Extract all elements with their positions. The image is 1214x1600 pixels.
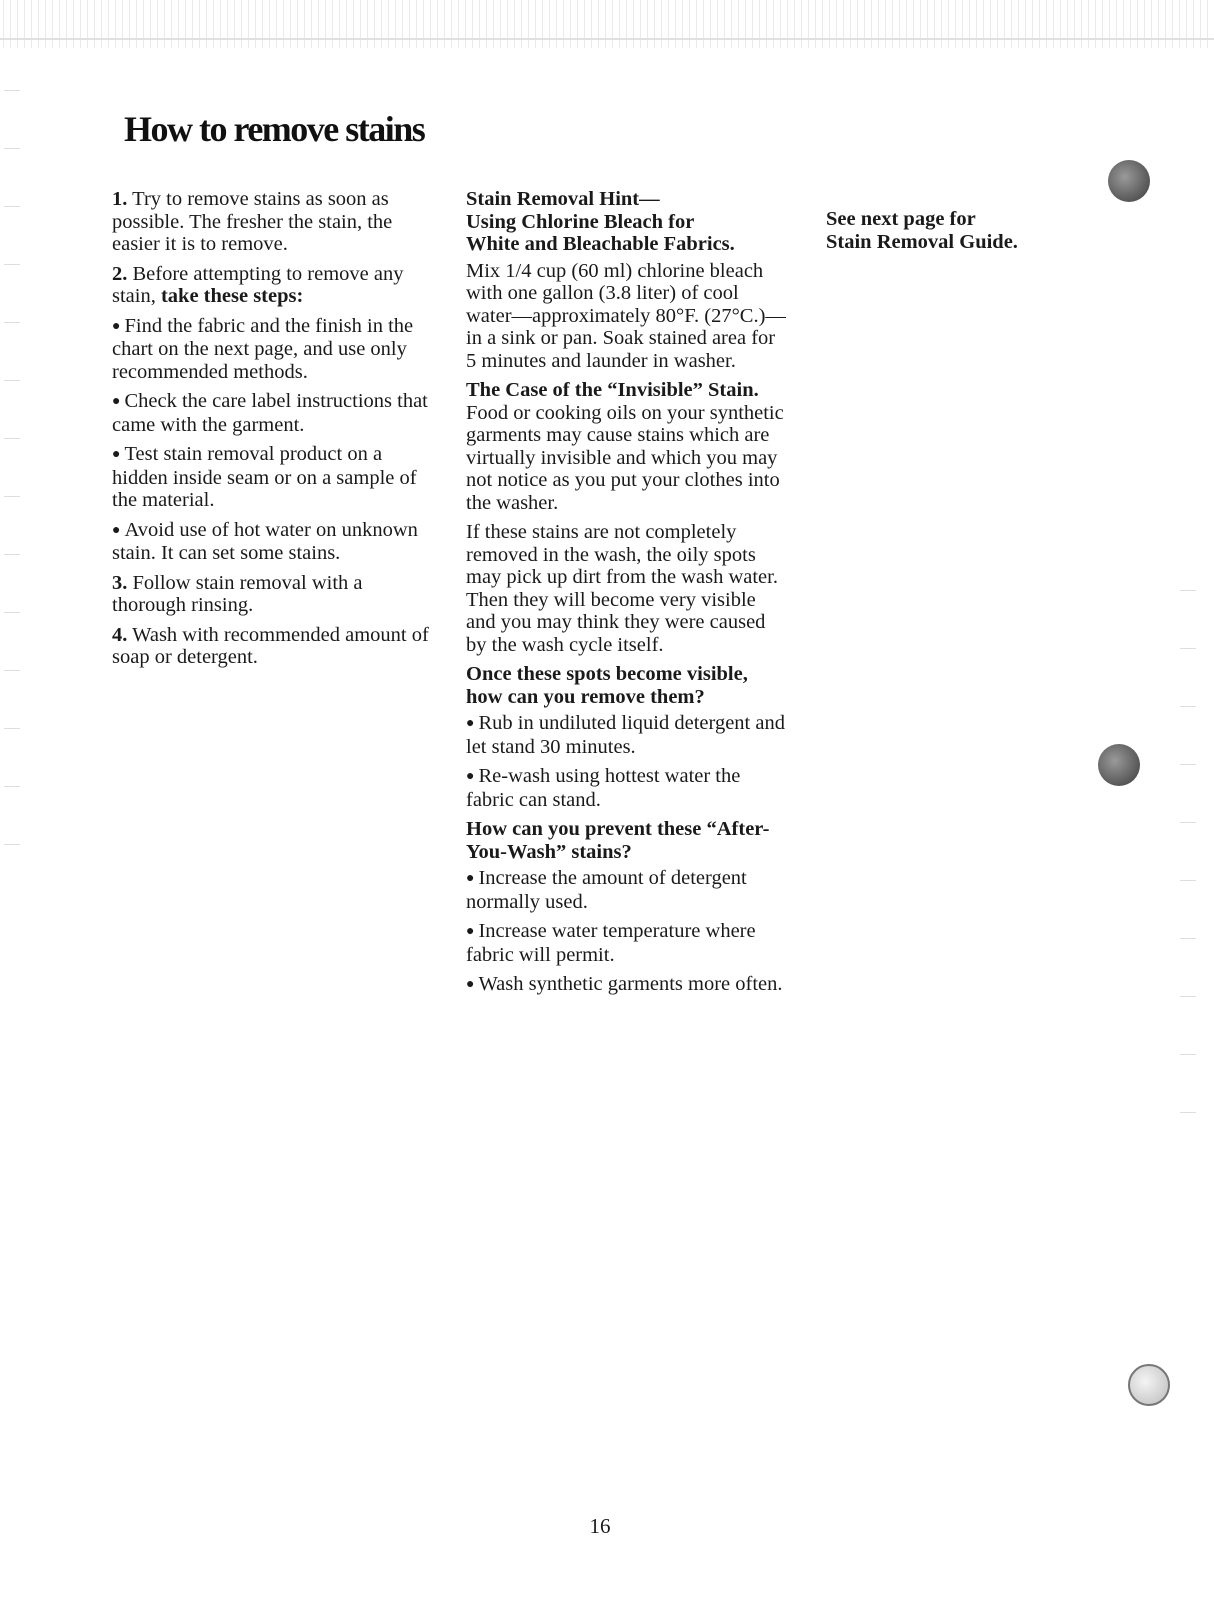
step-1: 1. Try to remove stains as soon as possible. The fresher the stain, the easier it is to remove. — [112, 188, 393, 255]
step-2: 2. Before attempting to remove any stain, take these steps: — [112, 262, 404, 307]
bullet-item: ● Avoid use of hot water on unknown stain. It can set some stains. — [112, 518, 418, 564]
column-see-next — [826, 208, 1086, 253]
page-title: How to remove stains — [124, 109, 425, 149]
paragraph-invisible: Food or cooking oils on your synthetic garments may cause stains which are virtually invisible and which you may not notice as you put your clothes into the washer. — [466, 401, 784, 514]
step-4: 4. Wash with recommended amount of soap or detergent. — [112, 623, 429, 668]
bullet-item: ● Find the fabric and the finish in the chart on the next page, and use only recommended methods. — [112, 314, 414, 383]
scan-artifact-top — [0, 0, 1214, 48]
bullet-item: ● Re-wash using hottest water the fabric can stand. — [466, 765, 741, 811]
bullet-item: ● Wash synthetic garments more often. — [466, 973, 783, 995]
heading-remove-spots: Once these spots become visible, how can you remove them? — [466, 663, 748, 708]
step-3: 3. Follow stain removal with a thorough rinsing. — [112, 571, 363, 616]
bullet-item: ● Increase the amount of detergent normally used. — [466, 867, 747, 913]
see-next-line-1: See next page for — [826, 208, 976, 230]
heading-prevent-stains: How can you prevent these “After-You-Wash” stains? — [466, 818, 770, 863]
paragraph-bleach: Mix 1/4 cup (60 ml) chlorine bleach with one gallon (3.8 liter) of cool water—approximately 80°F. (27°C.)—in a sink or pan. Soak stained area for 5 minutes and launder in washer. — [466, 259, 786, 372]
binder-hole-icon — [1128, 1364, 1170, 1406]
bullet-icon: ● — [112, 318, 121, 334]
column-hints — [466, 188, 786, 1004]
bullet-icon: ● — [466, 924, 475, 939]
bullet-icon: ● — [466, 977, 475, 992]
bullet-icon: ● — [112, 522, 121, 538]
page-number: 16 — [589, 1514, 611, 1538]
paragraph-oily-spots: If these stains are not completely removed in the wash, the oily spots may pick up dirt from the wash water. Then they will become very visible and you may think they were caused by the wash cycle itself. — [466, 521, 778, 656]
see-next-line-2: Stain Removal Guide. — [826, 230, 1018, 253]
bullet-icon: ● — [466, 716, 475, 731]
bullet-icon: ● — [112, 447, 121, 462]
bullet-icon: ● — [466, 769, 475, 784]
bullet-item: ● Test stain removal product on a hidden inside seam or on a sample of the material. — [112, 443, 417, 511]
column-steps — [112, 188, 432, 676]
heading-bleach-hint: Stain Removal Hint— Using Chlorine Bleach for White and Bleachable Fabrics. — [466, 188, 735, 255]
heading-invisible-stain: The Case of the “Invisible” Stain. — [466, 379, 759, 401]
binder-hole-icon — [1098, 744, 1140, 786]
bullet-icon: ● — [112, 394, 121, 409]
scan-artifact-left — [4, 60, 20, 880]
bullet-item: ● Increase water temperature where fabric will permit. — [466, 920, 756, 966]
bullet-icon: ● — [466, 871, 475, 886]
bullet-item: ● Check the care label instructions that came with the garment. — [112, 390, 428, 436]
scan-artifact-right — [1180, 560, 1196, 1120]
bullet-item: ● Rub in undiluted liquid detergent and let stand 30 minutes. — [466, 712, 785, 758]
binder-hole-icon — [1108, 160, 1150, 202]
